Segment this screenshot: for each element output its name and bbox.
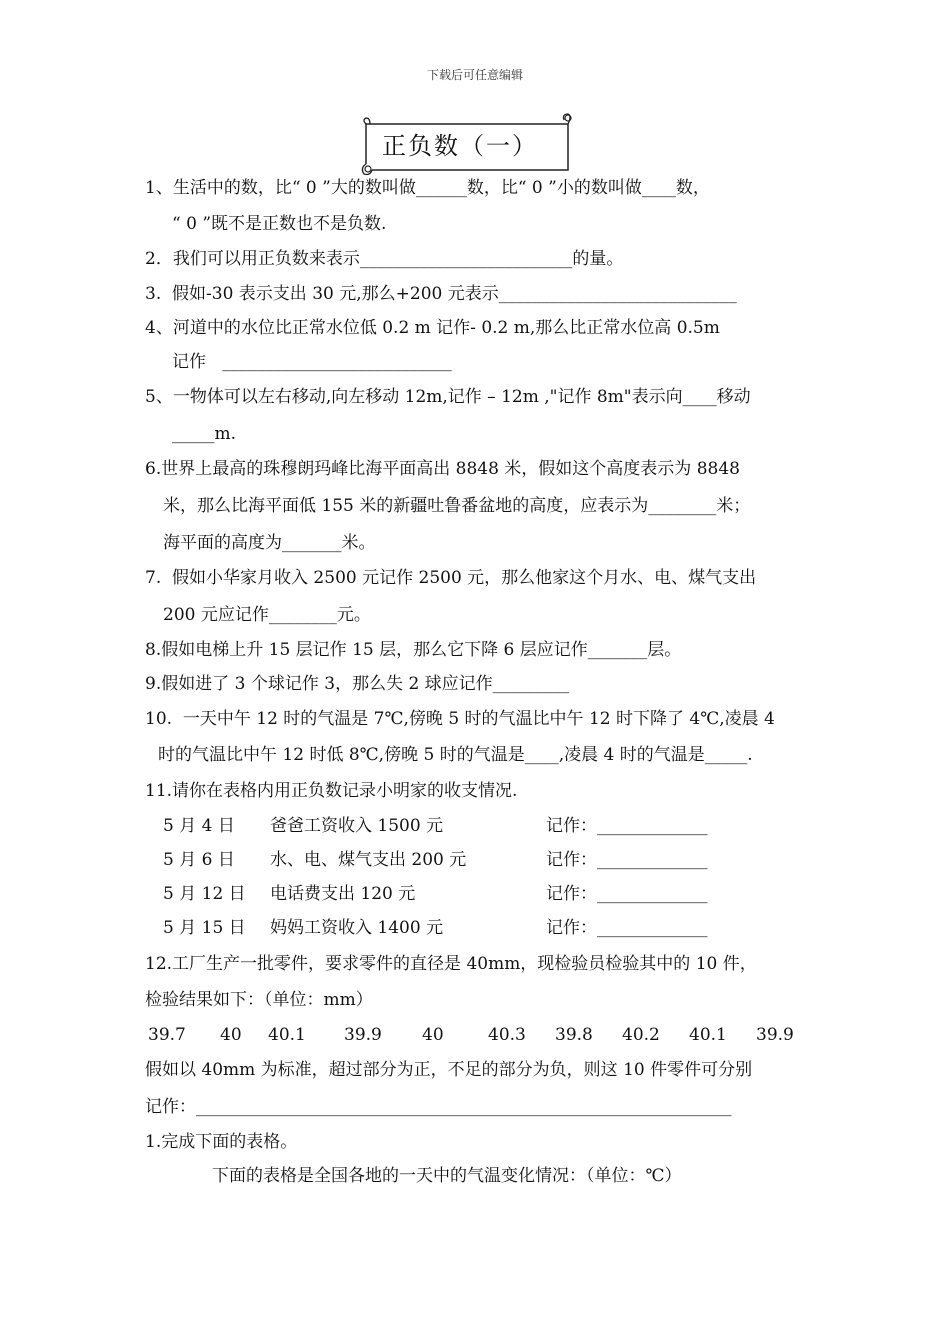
record-item: 妈妈工资收入 1400 元 (270, 918, 444, 938)
measurement-value: 40 (422, 1025, 444, 1045)
measurement-value: 39.9 (756, 1025, 794, 1045)
question-6-line-2: 米，那么比海平面低 155 米的新疆吐鲁番盆地的高度，应表示为________米； (163, 496, 751, 516)
question-5-line-1: 5、一物体可以左右移动,向左移动 12m,记作 – 12m ,"记作 8m"表示向____移动 (145, 387, 751, 407)
question-7-line-1: 7. 假如小华家月收入 2500 元记作 2500 元，那么他家这个月水、电、煤气支出 (145, 568, 757, 588)
question-11: 11.请你在表格内用正负数记录小明家的收支情况. (145, 781, 518, 801)
question-12-line-4: 记作：_______________________________________________________________ (145, 1097, 732, 1117)
measurement-value: 40 (220, 1025, 242, 1045)
record-item: 电话费支出 120 元 (270, 884, 416, 904)
question-12-line-1: 12.工厂生产一批零件，要求零件的直径是 40mm，现检验员检验其中的 10 件， (145, 954, 757, 974)
measurement-value: 40.1 (689, 1025, 727, 1045)
record-answer: 记作：_____________ (546, 918, 708, 938)
question-8: 8.假如电梯上升 15 层记作 15 层，那么它下降 6 层应记作_______层。 (145, 640, 682, 660)
question-3: 3. 假如-30 表示支出 30 元,那么+200 元表示____________________________ (145, 284, 737, 304)
question-10-line-2: 时的气温比中午 12 时低 8℃,傍晚 5 时的气温是____,凌晨 4 时的气温是_____. (158, 745, 753, 765)
record-item: 水、电、煤气支出 200 元 (270, 850, 467, 870)
question-2: 2．我们可以用正负数来表示_________________________的量。 (145, 249, 624, 269)
question-6-line-3: 海平面的高度为_______米。 (163, 533, 376, 553)
header-note: 下载后可任意编辑 (426, 68, 523, 82)
question-12-line-2: 检验结果如下：（单位：mm） (145, 990, 373, 1010)
question-4-line-2: 记作 ___________________________ (172, 352, 452, 372)
section-1-heading: 1.完成下面的表格。 (145, 1132, 298, 1152)
measurement-value: 39.7 (148, 1025, 186, 1045)
question-5-line-2: _____m. (172, 424, 237, 444)
record-date: 5 月 15 日 (163, 918, 246, 938)
measurement-value: 40.3 (488, 1025, 526, 1045)
question-12-line-3: 假如以 40mm 为标准，超过部分为正，不足的部分为负，则这 10 件零件可分别 (145, 1060, 753, 1080)
question-1-line-2: “ 0 ”既不是正数也不是负数. (172, 214, 387, 234)
record-answer: 记作：_____________ (546, 850, 708, 870)
record-date: 5 月 6 日 (163, 850, 235, 870)
question-9: 9.假如进了 3 个球记作 3，那么失 2 球应记作_________ (145, 674, 570, 694)
question-4-line-1: 4、河道中的水位比正常水位低 0.2 m 记作- 0.2 m,那么比正常水位高 0.5m (145, 318, 720, 338)
record-date: 5 月 4 日 (163, 816, 235, 836)
measurement-value: 40.2 (622, 1025, 660, 1045)
question-6-line-1: 6.世界上最高的珠穆朗玛峰比海平面高出 8848 米，假如这个高度表示为 8848 (145, 459, 740, 479)
question-7-line-2: 200 元应记作________元。 (163, 605, 371, 625)
measurement-value: 40.1 (268, 1025, 306, 1045)
measurement-value: 39.9 (344, 1025, 382, 1045)
record-answer: 记作：_____________ (546, 816, 708, 836)
question-10-line-1: 10. 一天中午 12 时的气温是 7℃,傍晚 5 时的气温比中午 12 时下降了 4℃,凌晨 4 (145, 709, 775, 729)
section-1-description: 下面的表格是全国各地的一天中的气温变化情况：（单位：℃） (212, 1166, 682, 1186)
record-date: 5 月 12 日 (163, 884, 246, 904)
page-title: 正负数（一） (382, 132, 538, 160)
title-scroll-banner (358, 112, 578, 176)
measurement-value: 39.8 (555, 1025, 593, 1045)
question-1-line-1: 1、生活中的数，比“ 0 ”大的数叫做______数，比“ 0 ”小的数叫做____数， (145, 178, 710, 198)
record-answer: 记作：_____________ (546, 884, 708, 904)
record-item: 爸爸工资收入 1500 元 (270, 816, 444, 836)
